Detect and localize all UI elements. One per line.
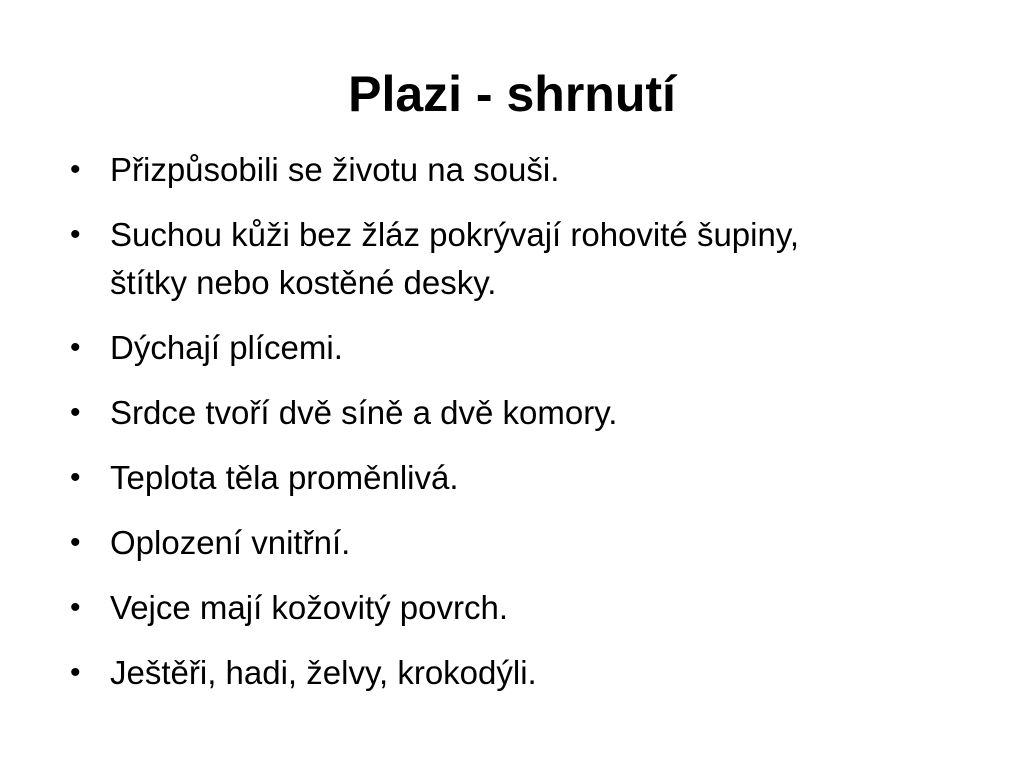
bullet-item-3 — [70, 324, 1000, 372]
bullet-item-7 — [70, 584, 1000, 632]
bullet-text-7: Vejce mají kožovitý povrch. — [110, 589, 508, 626]
bullet-dot-icon: • — [70, 331, 81, 364]
bullet-dot-icon: • — [70, 218, 81, 251]
bullet-text-4: Srdce tvoří dvě síně a dvě komory. — [110, 394, 618, 431]
bullet-dot-icon: • — [70, 396, 81, 429]
bullet-dot-icon: • — [70, 591, 81, 624]
bullet-dot-icon: • — [70, 656, 81, 689]
bullet-item-4 — [70, 389, 1000, 437]
bullet-text-2-line-1: Suchou kůži bez žláz pokrývají rohovité šupiny, — [110, 216, 800, 253]
bullet-item-8 — [70, 649, 1000, 697]
bullet-item-5 — [70, 454, 1000, 502]
bullet-text-1: Přizpůsobili se životu na souši. — [110, 151, 560, 188]
bullet-text-6: Oplození vnitřní. — [110, 524, 351, 561]
bullet-item-1 — [70, 146, 1000, 194]
bullet-text-2-line-2: štítky nebo kostěné desky. — [110, 264, 497, 301]
bullet-item-2 — [70, 211, 1000, 307]
bullet-dot-icon: • — [70, 526, 81, 559]
bullet-text-5: Teplota těla proměnlivá. — [110, 459, 459, 496]
bullet-list — [70, 146, 1000, 714]
bullet-text-3: Dýchají plícemi. — [110, 329, 343, 366]
bullet-item-6 — [70, 519, 1000, 567]
bullet-text-8: Ještěři, hadi, želvy, krokodýli. — [110, 654, 537, 691]
bullet-dot-icon: • — [70, 153, 81, 186]
bullet-dot-icon: • — [70, 461, 81, 494]
slide-title: Plazi - shrnutí — [348, 66, 676, 122]
